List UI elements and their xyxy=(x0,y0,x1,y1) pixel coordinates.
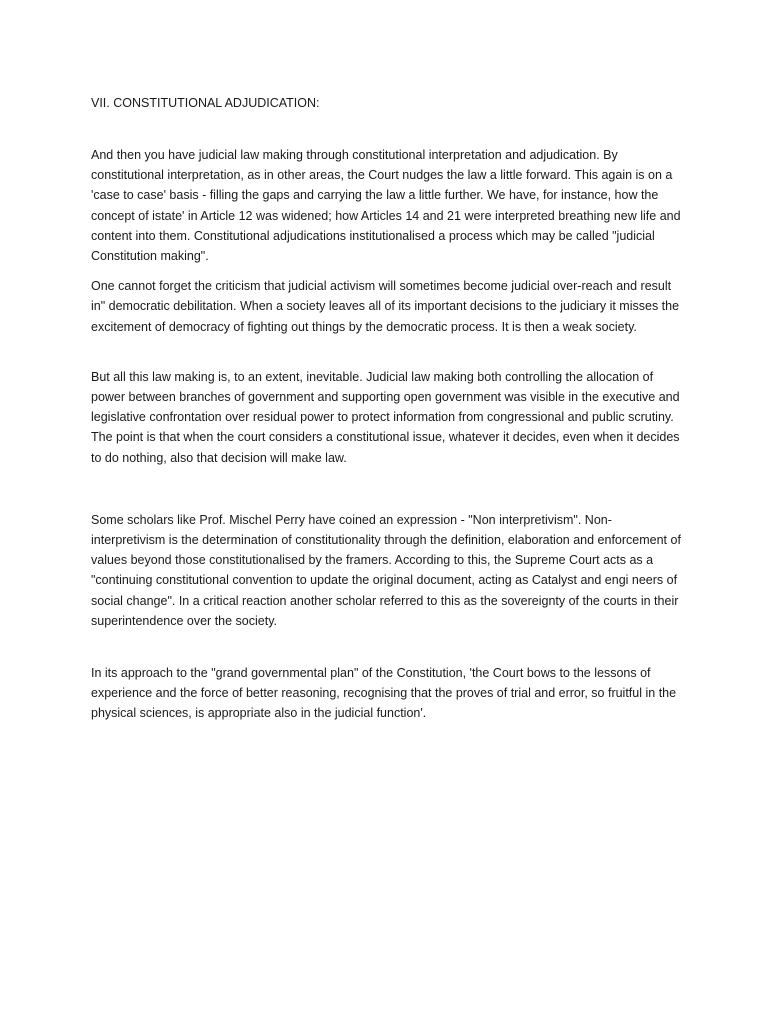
paragraph-grand-plan: In its approach to the "grand governmental plan" of the Constitution, 'the Court bows to the lessons of experience and the force of better reasoning, recognising that the proves of trial and error, so fruitful in the physical sciences, is appropriate also in the judicial function'. xyxy=(91,666,677,721)
section-heading: VII. CONSTITUTIONAL ADJUDICATION: xyxy=(91,96,320,110)
paragraph-criticism: One cannot forget the criticism that judicial activism will sometimes become judicial over-reach and result in" democratic debilitation. When a society leaves all of its important decisions to the judiciary it misses the excitement of democracy of fighting out things by the democratic process. It is then a weak society. xyxy=(91,279,680,334)
paragraph-non-interpretivism: Some scholars like Prof. Mischel Perry have coined an expression - "Non interpretivism". Non-interpretivism is the determination of constitutionality through the definition, elaboration and enforcement of values beyond those constitutionalised by the framers. According to this, the Supreme Court acts as a "continuing constitutional convention to update the original document, acting as Catalyst and engi neers of social change". In a critical reaction another scholar referred to this as the sovereignty of the courts in their superintendence over the society. xyxy=(91,512,681,628)
document-body xyxy=(91,93,681,724)
paragraph-inevitable: But all this law making is, to an extent, inevitable. Judicial law making both controlling the allocation of power between branches of government and supporting open government was visible in the executive and legislative confrontation over residual power to protect information from congressional and public scrutiny. The point is that when the court considers a constitutional issue, whatever it decides, even when it decides to do nothing, also that decision will make law. xyxy=(91,369,680,465)
paragraph-judicial-law-making: And then you have judicial law making through constitutional interpretation and adjudication. By constitutional interpretation, as in other areas, the Court nudges the law a little forward. This again is on a 'case to case' basis - filling the gaps and carrying the law a little further. We have, for instance, how the concept of istate' in Article 12 was widened; how Articles 14 and 21 were interpreted breathing new life and content into them. Constitutional adjudications institutionalised a process which may be called "judicial Constitution making". xyxy=(91,148,681,264)
